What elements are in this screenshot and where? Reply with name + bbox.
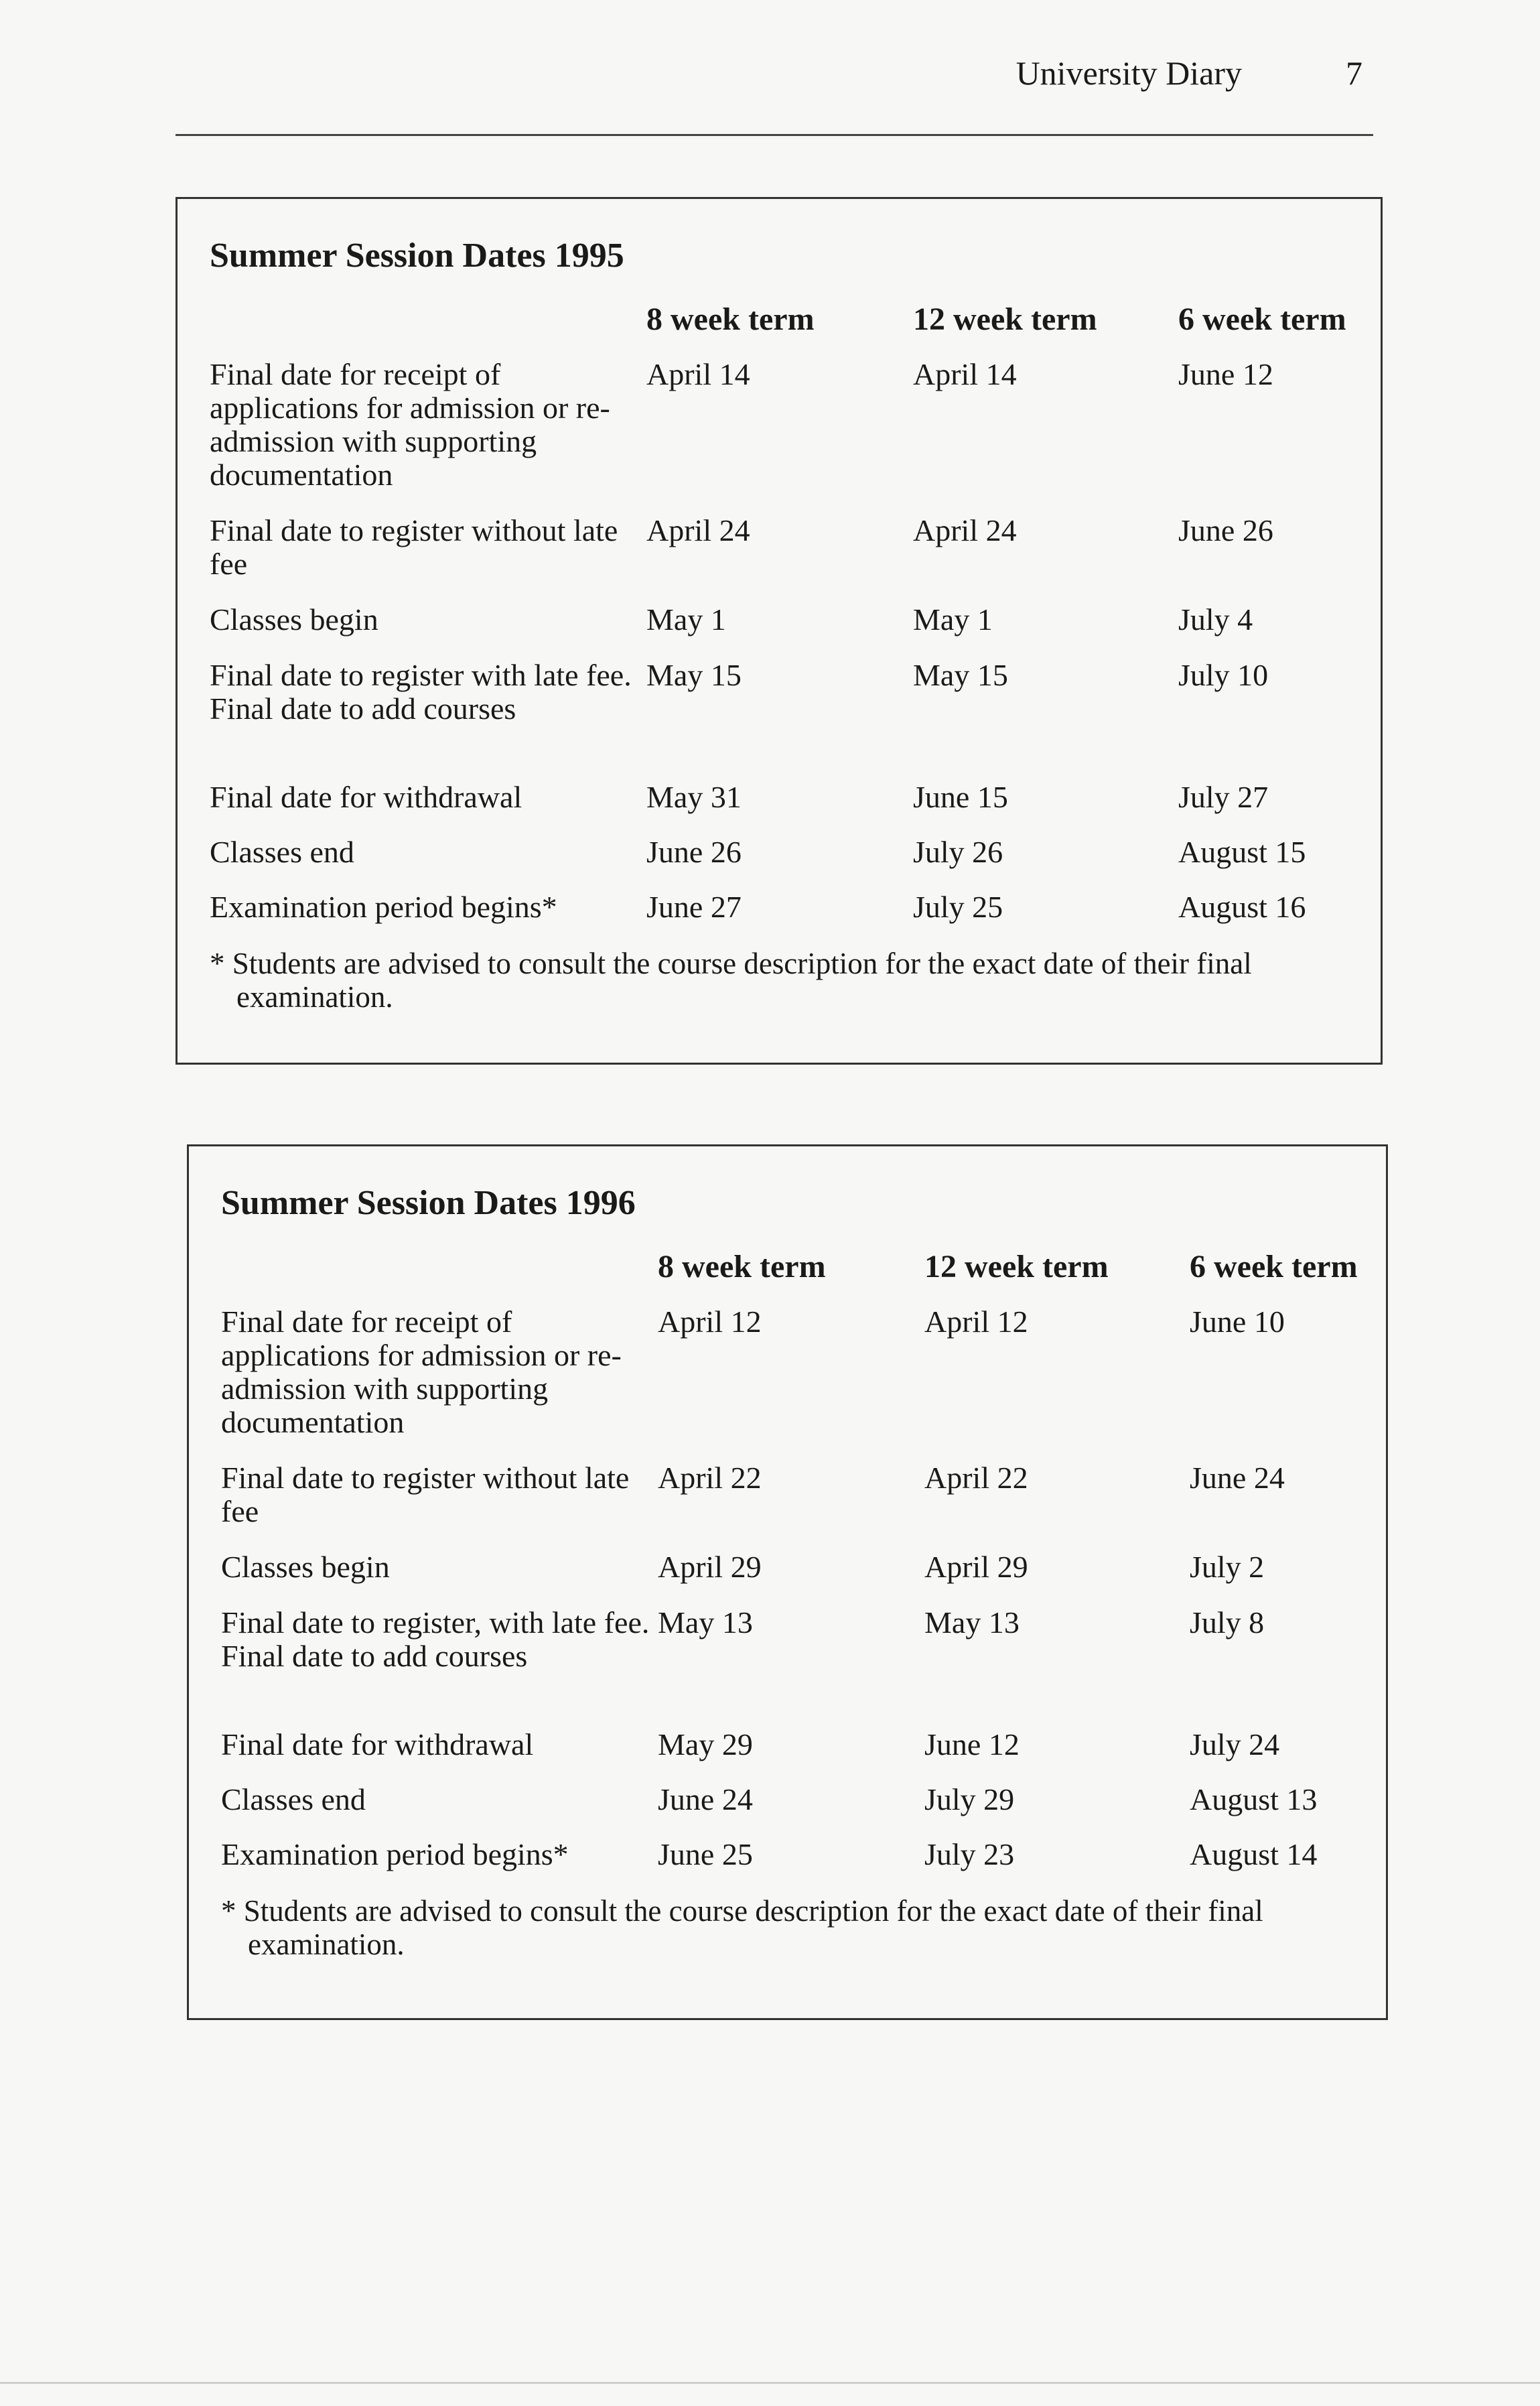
- box-title: Summer Session Dates 1995: [210, 237, 624, 275]
- row-label-withdrawal: Final date for withdrawal: [210, 780, 522, 814]
- row-label-register-without-late-fee: Final date to register without late fee: [221, 1461, 630, 1528]
- cell-8-week: June 25: [658, 1837, 753, 1871]
- running-title: University Diary: [1016, 54, 1242, 92]
- cell-6-week: August 13: [1190, 1782, 1318, 1816]
- cell-6-week: July 10: [1178, 658, 1269, 692]
- footnote: * Students are advised to consult the course description for the exact date of their final examination.: [210, 947, 1252, 1014]
- column-header-8-week: 8 week term: [658, 1249, 826, 1284]
- cell-12-week: April 14: [913, 357, 1017, 391]
- cell-12-week: July 29: [924, 1782, 1015, 1816]
- cell-8-week: May 1: [646, 602, 726, 637]
- cell-8-week: April 29: [658, 1550, 762, 1584]
- row-label-classes-end: Classes end: [221, 1782, 366, 1816]
- cell-6-week: June 12: [1178, 357, 1273, 391]
- cell-12-week: April 12: [924, 1305, 1028, 1339]
- cell-6-week: June 26: [1178, 513, 1273, 547]
- cell-12-week: July 23: [924, 1837, 1015, 1871]
- cell-8-week: June 24: [658, 1782, 753, 1816]
- cell-8-week: May 31: [646, 780, 742, 814]
- row-label-classes-end: Classes end: [210, 835, 354, 869]
- cell-6-week: August 16: [1178, 890, 1306, 924]
- cell-8-week: June 27: [646, 890, 742, 924]
- cell-8-week: May 13: [658, 1605, 753, 1640]
- row-label-receipt-of-applications: Final date for receipt of applications for admission or re-admission with supporting documentation: [210, 357, 610, 492]
- cell-8-week: June 26: [646, 835, 742, 869]
- row-label-examination-period: Examination period begins*: [210, 890, 557, 924]
- bottom-edge-rule: [0, 2382, 1540, 2384]
- column-header-8-week: 8 week term: [646, 302, 815, 337]
- row-label-register-without-late-fee: Final date to register without late fee: [210, 513, 618, 581]
- summer-session-1995-box: [176, 197, 1383, 1065]
- page-number: 7: [1346, 54, 1362, 92]
- cell-6-week: August 14: [1190, 1837, 1318, 1871]
- cell-8-week: April 24: [646, 513, 750, 547]
- cell-6-week: July 24: [1190, 1727, 1280, 1761]
- cell-6-week: July 2: [1190, 1550, 1265, 1584]
- footnote: * Students are advised to consult the course description for the exact date of their final examination.: [221, 1894, 1263, 1961]
- cell-12-week: April 29: [924, 1550, 1028, 1584]
- cell-6-week: June 10: [1190, 1305, 1285, 1339]
- cell-8-week: May 29: [658, 1727, 753, 1761]
- row-label-receipt-of-applications: Final date for receipt of applications for admission or re-admission with supporting documentation: [221, 1305, 622, 1439]
- row-label-classes-begin: Classes begin: [221, 1550, 390, 1584]
- cell-8-week: April 12: [658, 1305, 762, 1339]
- cell-6-week: August 15: [1178, 835, 1306, 869]
- cell-12-week: April 24: [913, 513, 1017, 547]
- cell-8-week: April 22: [658, 1461, 762, 1495]
- cell-12-week: July 26: [913, 835, 1003, 869]
- cell-6-week: July 8: [1190, 1605, 1265, 1640]
- cell-12-week: May 1: [913, 602, 993, 637]
- column-header-6-week: 6 week term: [1178, 302, 1346, 337]
- cell-12-week: June 15: [913, 780, 1008, 814]
- cell-6-week: June 24: [1190, 1461, 1285, 1495]
- page-header: [176, 47, 1373, 136]
- cell-12-week: May 15: [913, 658, 1008, 692]
- cell-12-week: April 22: [924, 1461, 1028, 1495]
- cell-6-week: July 4: [1178, 602, 1253, 637]
- row-label-register-with-late-fee: Final date to register, with late fee. Final date to add courses: [221, 1605, 650, 1673]
- cell-8-week: April 14: [646, 357, 750, 391]
- cell-12-week: May 13: [924, 1605, 1020, 1640]
- cell-12-week: June 12: [924, 1727, 1020, 1761]
- cell-8-week: May 15: [646, 658, 742, 692]
- row-label-classes-begin: Classes begin: [210, 602, 378, 637]
- summer-session-1996-box: [187, 1144, 1388, 2020]
- row-label-withdrawal: Final date for withdrawal: [221, 1727, 534, 1761]
- row-label-examination-period: Examination period begins*: [221, 1837, 569, 1871]
- cell-12-week: July 25: [913, 890, 1003, 924]
- cell-6-week: July 27: [1178, 780, 1269, 814]
- column-header-6-week: 6 week term: [1190, 1249, 1358, 1284]
- row-label-register-with-late-fee: Final date to register with late fee. Final date to add courses: [210, 658, 632, 726]
- column-header-12-week: 12 week term: [924, 1249, 1109, 1284]
- box-title: Summer Session Dates 1996: [221, 1184, 636, 1222]
- column-header-12-week: 12 week term: [913, 302, 1097, 337]
